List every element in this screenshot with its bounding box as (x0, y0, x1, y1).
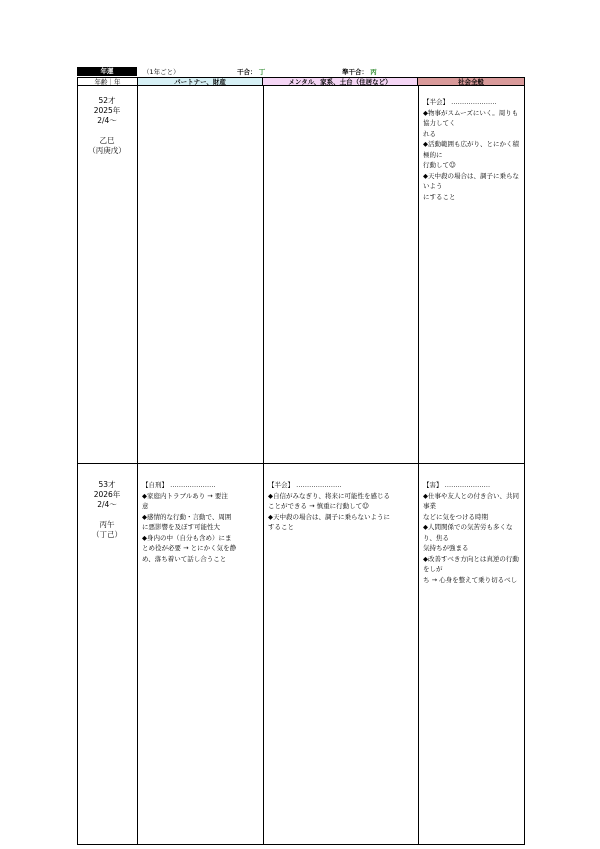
cell-line: などに気をつける時期 (423, 512, 488, 521)
cell-line: 気持ちが強まる (423, 544, 469, 552)
cell-line: ◆物事がスムーズにいく。周りも協力してく (423, 108, 519, 127)
grid-line (77, 86, 78, 845)
cell-line: ◆天中殺の場合は、調子に乗らないよう (423, 171, 519, 190)
cell-line: ◆人間関係での気苦労も多くなり、焦る (423, 523, 513, 542)
col-age-year: 年齢｜年 (77, 77, 137, 86)
cell-line: ◆改善すべき方向とは真逆の行動をしが (423, 554, 519, 573)
grid-line (524, 86, 525, 845)
nenun-title: 年運 (77, 67, 137, 76)
cell-line: 行動して☺ (423, 161, 456, 169)
row-year-2025 (77, 96, 137, 156)
col-mental: メンタル、家系、土台（住居など） (263, 77, 418, 86)
cell-line: ◆家庭内トラブルあり → 要注 (142, 491, 228, 500)
jun-kangou-label: 準干合： (342, 68, 368, 76)
fortune-sheet (77, 67, 525, 584)
jun-kangou-value: 丙 (370, 68, 377, 76)
year: 2026年 (93, 490, 121, 499)
cell-line: ◆天中殺の場合は、調子に乗らないように (268, 512, 390, 521)
grid-line (418, 86, 419, 845)
grid-line (77, 463, 525, 464)
grid-line (137, 86, 138, 845)
fortune-grid (77, 86, 525, 845)
partner-cell (142, 480, 262, 564)
mental-cell (268, 480, 416, 533)
cell-line: 【自刑】 ………………… (142, 481, 216, 489)
date: 2/4～ (97, 500, 117, 509)
cell-line: すること (268, 523, 294, 531)
col-partner: パートナー、財産 (137, 77, 263, 86)
kanshi: 丙午 (99, 520, 115, 529)
cell-line: 【半会】 ………………… (268, 481, 342, 489)
grid-line (77, 844, 525, 845)
kangou-label: 干合： (237, 68, 257, 76)
column-header-row (77, 77, 525, 86)
cell-line: ◆身内の中（自分も含め）にま (142, 533, 232, 542)
age: 52才 (98, 96, 116, 105)
period-note: （1年ごと） (143, 68, 180, 76)
age: 53才 (98, 480, 116, 489)
grid-line (263, 86, 264, 845)
cell-line: 【半会】 ………………… (423, 98, 497, 106)
cell-line: ち → 心身を整えて乗り切るべし (423, 575, 518, 584)
social-cell (423, 97, 523, 202)
cell-line: とめ役が必要 → とにかく気を静 (142, 544, 237, 552)
kanshi: 乙巳 (99, 136, 115, 145)
jun-kangou (342, 67, 377, 77)
cell-line: め、落ち着いて話し合うこと (142, 554, 227, 563)
cell-line: ◆仕事や友人との付き合い、共同事業 (423, 491, 519, 510)
zoukan: （丁己） (92, 530, 122, 539)
cell-line: ◆自信がみなぎり、将来に可能性を感じる (268, 491, 390, 500)
col-social: 社会全般 (418, 77, 525, 86)
year: 2025年 (93, 106, 121, 115)
cell-line: に悪影響を及ぼす可能性大 (142, 523, 220, 531)
date: 2/4～ (97, 116, 117, 125)
kangou-value: 丁 (258, 68, 266, 76)
row-year-2026 (77, 480, 137, 540)
cell-line: 【害】 ………………… (423, 481, 491, 489)
cell-line: ◆活動範囲も広がり、とにかく積極的に (423, 140, 519, 159)
social-cell (423, 480, 523, 585)
cell-line: ◆感情的な行動・言動で、周囲 (142, 512, 232, 521)
kangou (237, 67, 265, 77)
cell-line: にすること (423, 192, 456, 201)
cell-line: れる (423, 129, 436, 138)
cell-line: 意 (142, 502, 149, 510)
cell-line: ことができる → 慎重に行動して☺ (268, 502, 369, 510)
zoukan: （丙庚戊） (88, 146, 126, 155)
sheet-header (77, 67, 525, 77)
